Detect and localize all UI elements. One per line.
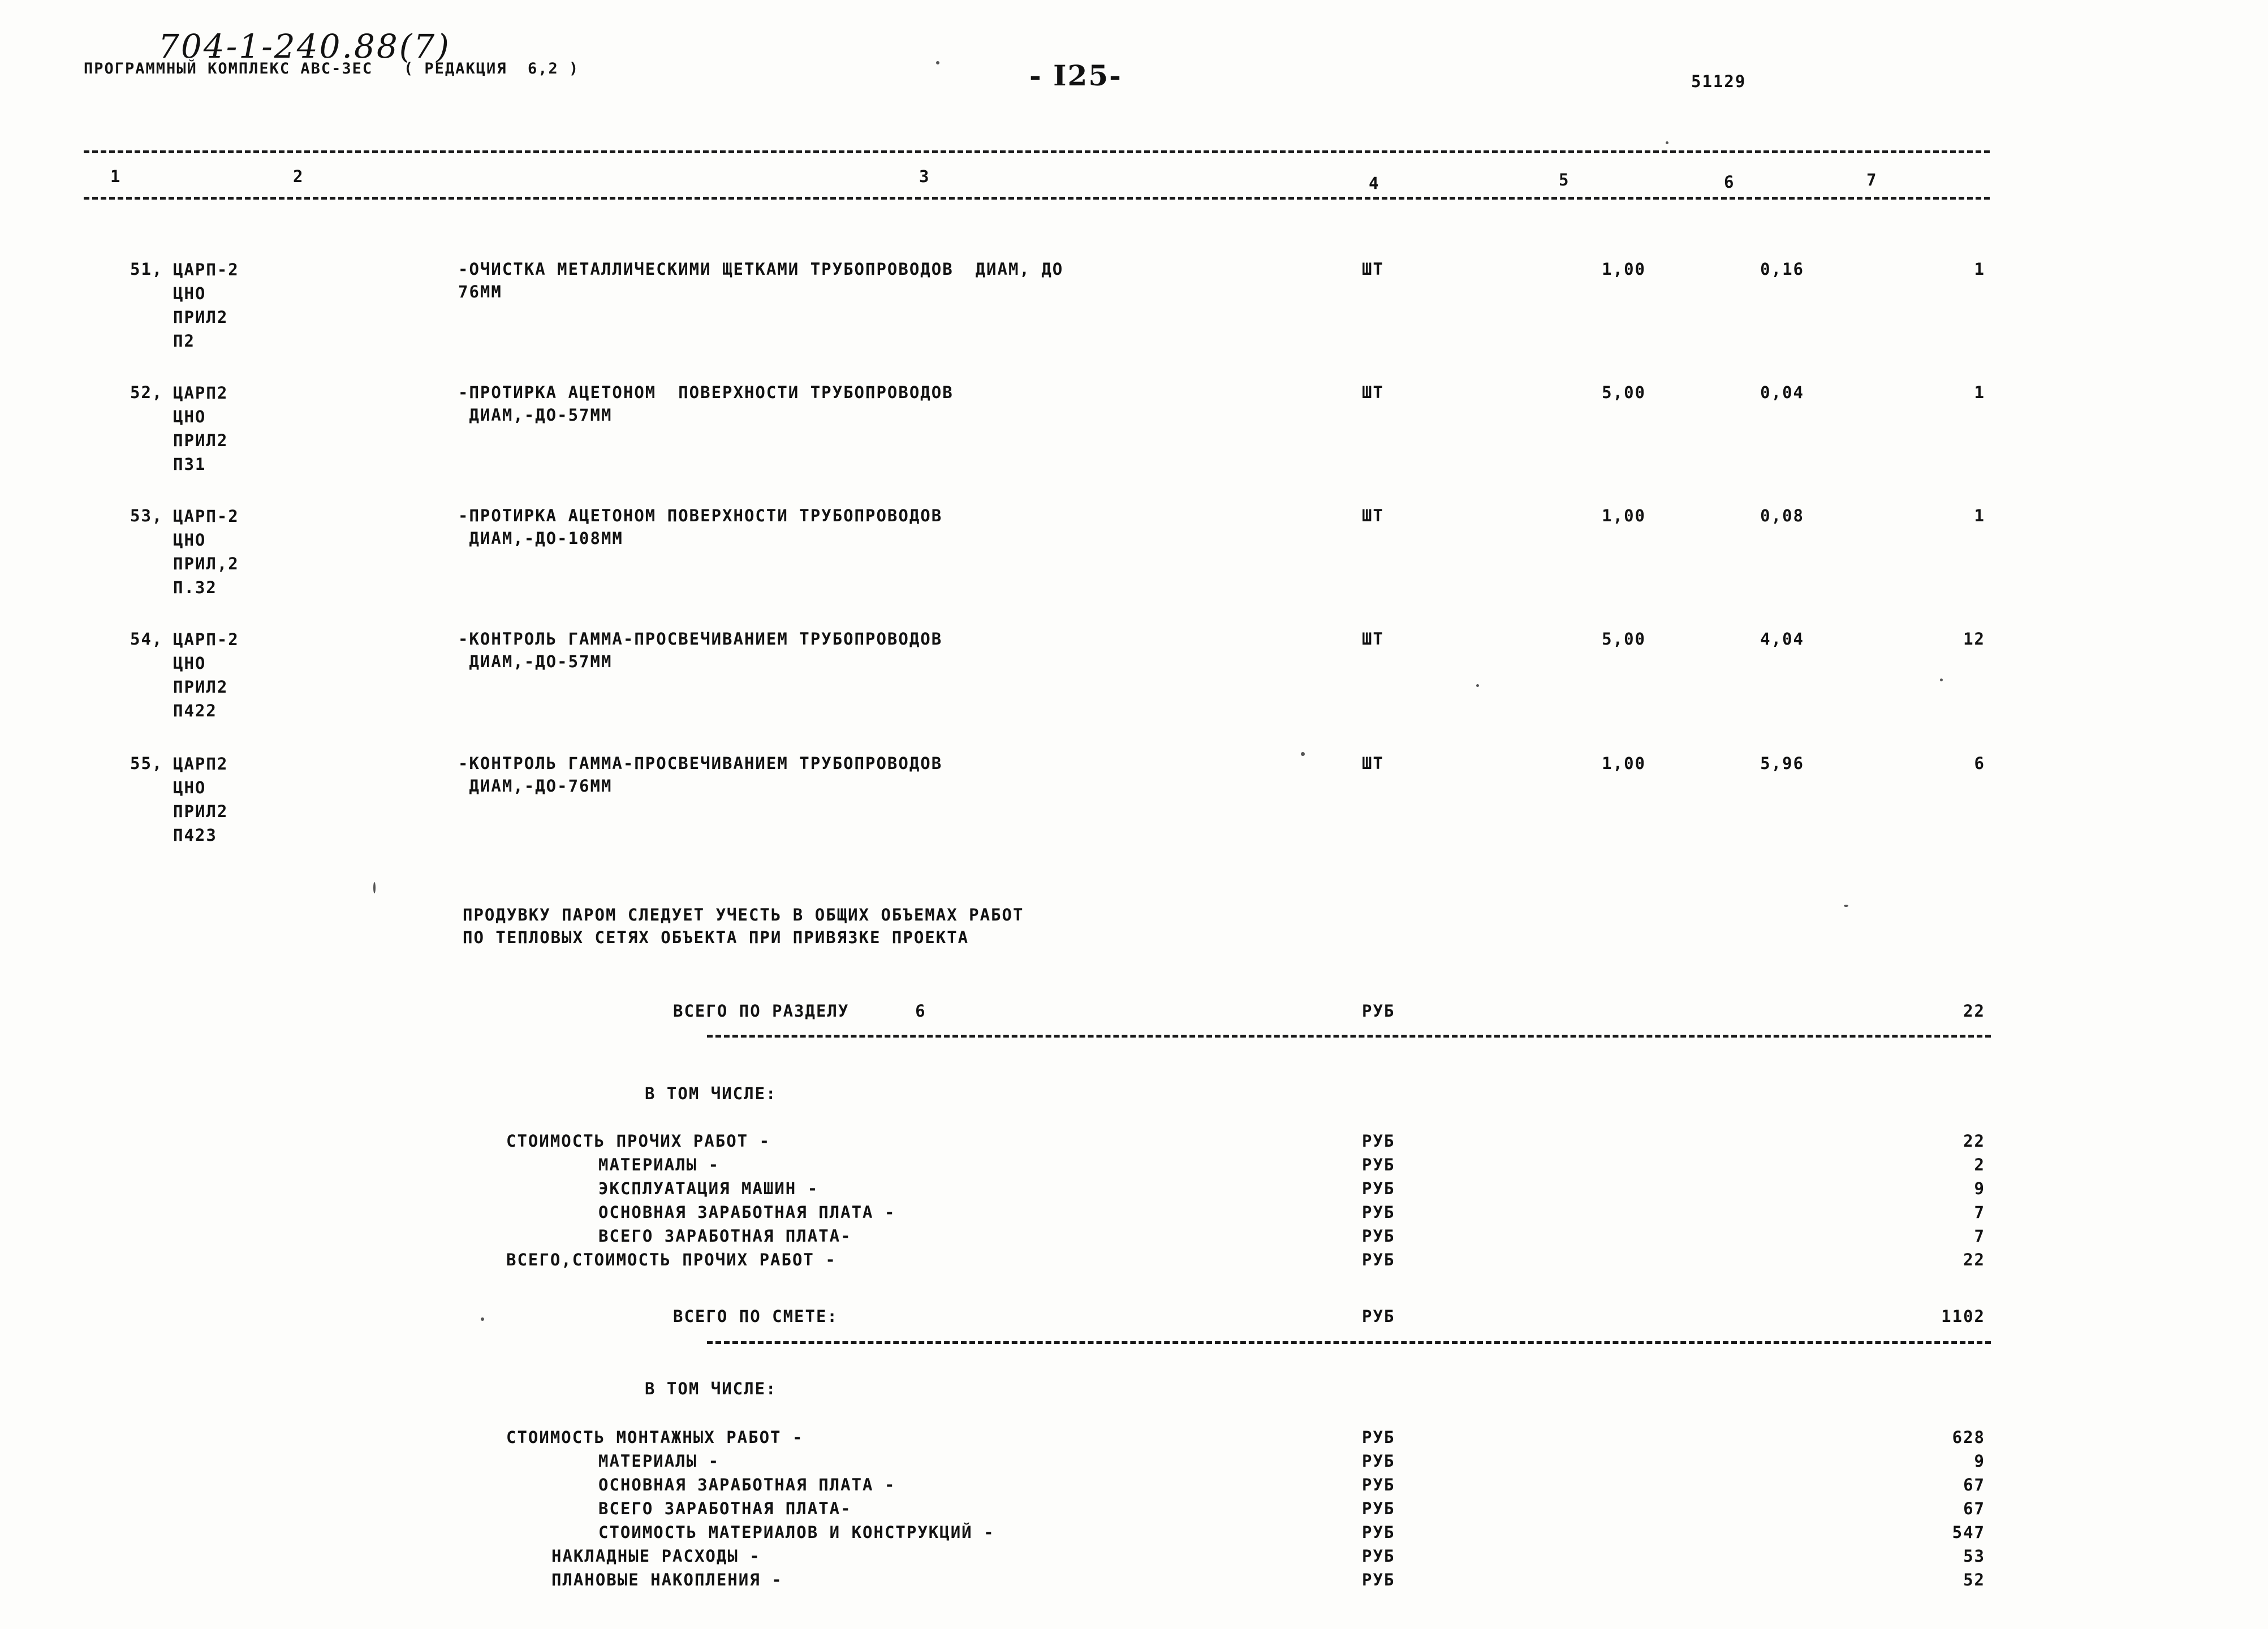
scan-speck [1940,679,1943,681]
row-description-line: -ПРОТИРКА АЦЕТОНОМ ПОВЕРХНОСТИ ТРУБОПРОВОДОВ [458,383,954,402]
handwritten-archive-number: 704-1-240.88(7) [158,27,451,66]
row-code-line: ПРИЛ,2 [173,554,239,573]
section-total-value: 22 [1963,1001,1985,1021]
row-code-line: ЦАРП2 [173,754,228,774]
document-number: 51129 [1691,72,1747,91]
row-number: 51, [130,260,163,279]
breakdown-value: 67 [1963,1499,1985,1518]
row-description-line: -ПРОТИРКА АЦЕТОНОМ ПОВЕРХНОСТИ ТРУБОПРОВОДОВ [458,506,943,525]
breakdown-value: 547 [1952,1523,1985,1542]
row-code-line: ЦАРП-2 [173,507,239,526]
note-line-1: ПРОДУВКУ ПАРОМ СЛЕДУЕТ УЧЕСТЬ В ОБЩИХ ОБЪЕМАХ РАБОТ [463,905,1024,924]
section-total-label: ВСЕГО ПО РАЗДЕЛУ 6 [673,1001,926,1021]
breakdown-label: ЭКСПЛУАТАЦИЯ МАШИН - [598,1179,819,1198]
row-code-line: ЦНО [173,284,206,303]
scan-speck [373,882,376,893]
row-quantity: 1,00 [1602,506,1646,525]
section-total-unit: РУБ [1362,1001,1395,1021]
row-unit: ШТ [1362,383,1384,402]
row-total: 6 [1974,754,1985,773]
breakdown-unit: РУБ [1362,1203,1395,1222]
breakdown-label: ВСЕГО ЗАРАБОТНАЯ ПЛАТА- [598,1499,852,1518]
row-unit-price: 0,16 [1760,260,1804,279]
row-code-line: ПРИЛ2 [173,431,228,450]
note-line-2: ПО ТЕПЛОВЫХ СЕТЯХ ОБЪЕКТА ПРИ ПРИВЯЗКЕ ПРОЕКТА [463,928,969,947]
row-description-line: -КОНТРОЛЬ ГАММА-ПРОСВЕЧИВАНИЕМ ТРУБОПРОВОДОВ [458,754,943,773]
section-breakdown-heading: В ТОМ ЧИСЛЕ: [645,1084,777,1103]
column-header-5: 5 [1559,170,1570,189]
row-description-line: 76ММ [458,282,502,301]
column-header-1: 1 [110,167,122,186]
row-description-line: -ОЧИСТКА МЕТАЛЛИЧЕСКИМИ ЩЕТКАМИ ТРУБОПРОВОДОВ ДИАМ, ДО [458,260,1064,279]
column-header-6: 6 [1724,172,1735,192]
estimate-total-unit: РУБ [1362,1307,1395,1326]
breakdown-label: ОСНОВНАЯ ЗАРАБОТНАЯ ПЛАТА - [598,1475,896,1494]
row-code-line: ПРИЛ2 [173,677,228,697]
scan-speck [481,1317,484,1321]
row-code-line: ЦНО [173,654,206,673]
row-description-line: ДИАМ,-ДО-76ММ [458,776,613,796]
estimate-total-rule [707,1341,1991,1344]
breakdown-value: 52 [1963,1570,1985,1589]
row-code-line: ЦНО [173,407,206,426]
breakdown-unit: РУБ [1362,1570,1395,1589]
row-total: 1 [1974,383,1985,402]
breakdown-value: 9 [1974,1451,1985,1471]
scan-speck [1666,141,1668,144]
scan-speck [936,61,939,64]
scan-speck [1476,684,1479,687]
breakdown-value: 7 [1974,1203,1985,1222]
breakdown-unit: РУБ [1362,1131,1395,1151]
breakdown-label: СТОИМОСТЬ МАТЕРИАЛОВ И КОНСТРУКЦИЙ - [598,1523,995,1542]
breakdown-value: 53 [1963,1546,1985,1566]
row-unit-price: 0,08 [1760,506,1804,525]
row-total: 1 [1974,260,1985,279]
row-total: 12 [1963,629,1985,649]
row-description-line: ДИАМ,-ДО-57ММ [458,405,613,425]
breakdown-value: 2 [1974,1155,1985,1174]
estimate-breakdown-heading: В ТОМ ЧИСЛЕ: [645,1379,777,1398]
row-total: 1 [1974,506,1985,525]
row-unit-price: 0,04 [1760,383,1804,402]
breakdown-value: 9 [1974,1179,1985,1198]
row-unit-price: 4,04 [1760,629,1804,649]
column-header-4: 4 [1369,174,1380,193]
breakdown-label: СТОИМОСТЬ ПРОЧИХ РАБОТ - [506,1131,771,1151]
breakdown-unit: РУБ [1362,1179,1395,1198]
scan-speck [1301,752,1305,756]
breakdown-label: ОСНОВНАЯ ЗАРАБОТНАЯ ПЛАТА - [598,1203,896,1222]
table-header-rule [84,197,1990,200]
row-number: 53, [130,506,163,525]
breakdown-unit: РУБ [1362,1451,1395,1471]
breakdown-label: ВСЕГО ЗАРАБОТНАЯ ПЛАТА- [598,1226,852,1246]
program-title: ПРОГРАММНЫЙ КОМПЛЕКС АВС-ЗЕС ( РЕДАКЦИЯ 6,2 ) [84,60,580,77]
row-unit-price: 5,96 [1760,754,1804,773]
breakdown-unit: РУБ [1362,1428,1395,1447]
row-code-line: П2 [173,331,195,351]
section-total-rule [707,1035,1991,1038]
breakdown-unit: РУБ [1362,1155,1395,1174]
breakdown-unit: РУБ [1362,1499,1395,1518]
row-code-line: П31 [173,455,206,474]
row-unit: ШТ [1362,629,1384,649]
page-number: - I25- [1029,59,1122,92]
row-code-line: ПРИЛ2 [173,308,228,327]
row-description-line: ДИАМ,-ДО-108ММ [458,529,623,548]
row-code-line: ЦНО [173,530,206,550]
breakdown-label: НАКЛАДНЫЕ РАСХОДЫ - [551,1546,761,1566]
estimate-total-label: ВСЕГО ПО СМЕТЕ: [673,1307,838,1326]
breakdown-unit: РУБ [1362,1546,1395,1566]
row-quantity: 5,00 [1602,383,1646,402]
row-unit: ШТ [1362,506,1384,525]
row-unit: ШТ [1362,754,1384,773]
row-quantity: 1,00 [1602,754,1646,773]
breakdown-value: 67 [1963,1475,1985,1494]
column-header-2: 2 [293,167,304,186]
row-code-line: ЦНО [173,778,206,797]
breakdown-value: 22 [1963,1250,1985,1269]
row-code-line: П423 [173,826,217,845]
row-quantity: 1,00 [1602,260,1646,279]
estimate-total-value: 1102 [1941,1307,1985,1326]
row-code-line: П.32 [173,578,217,597]
row-description-line: ДИАМ,-ДО-57ММ [458,652,613,671]
breakdown-label: ПЛАНОВЫЕ НАКОПЛЕНИЯ - [551,1570,783,1589]
breakdown-value: 628 [1952,1428,1985,1447]
row-number: 54, [130,629,163,649]
row-unit: ШТ [1362,260,1384,279]
row-code-line: П422 [173,701,217,720]
row-code-line: ЦАРП-2 [173,260,239,279]
row-code-line: ЦАРП-2 [173,630,239,649]
row-quantity: 5,00 [1602,629,1646,649]
breakdown-unit: РУБ [1362,1250,1395,1269]
row-number: 55, [130,754,163,773]
row-number: 52, [130,383,163,402]
row-code-line: ПРИЛ2 [173,802,228,821]
scan-speck [1844,905,1848,907]
row-description-line: -КОНТРОЛЬ ГАММА-ПРОСВЕЧИВАНИЕМ ТРУБОПРОВОДОВ [458,629,943,649]
breakdown-unit: РУБ [1362,1475,1395,1494]
breakdown-unit: РУБ [1362,1226,1395,1246]
table-top-rule [84,150,1990,153]
breakdown-value: 22 [1963,1131,1985,1151]
breakdown-value: 7 [1974,1226,1985,1246]
row-code-line: ЦАРП2 [173,383,228,403]
breakdown-label: СТОИМОСТЬ МОНТАЖНЫХ РАБОТ - [506,1428,804,1447]
column-header-7: 7 [1866,170,1878,189]
breakdown-label: ВСЕГО,СТОИМОСТЬ ПРОЧИХ РАБОТ - [506,1250,837,1269]
breakdown-label: МАТЕРИАЛЫ - [598,1451,720,1471]
breakdown-unit: РУБ [1362,1523,1395,1542]
breakdown-label: МАТЕРИАЛЫ - [598,1155,720,1174]
column-header-3: 3 [919,167,930,186]
